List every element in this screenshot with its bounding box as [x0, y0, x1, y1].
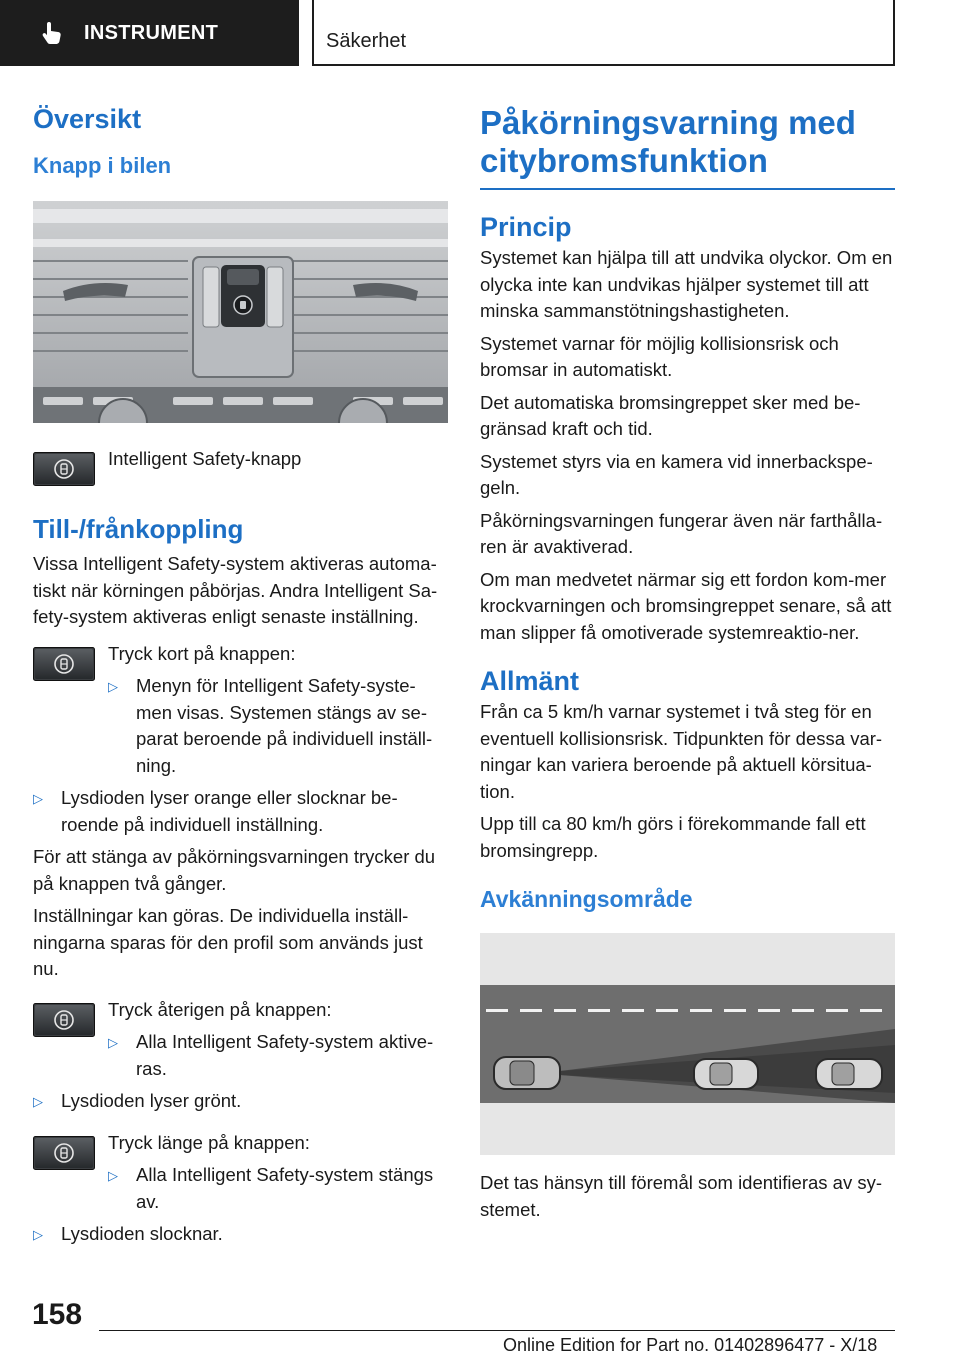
- right-column: [480, 100, 895, 1223]
- list-item: ▷ Lysdioden lyser grönt.: [33, 1088, 448, 1116]
- heading-avkanningsomrade: Avkänningsområde: [480, 886, 693, 912]
- bullet-triangle-icon: ▷: [108, 1035, 118, 1050]
- left-column: [33, 100, 448, 1249]
- step-press-again-text: Tryck återigen på knappen:: [108, 998, 332, 1020]
- paragraph: Det automatiska bromsingreppet sker med be-gränsad kraft och tid.: [480, 391, 861, 439]
- button-caption: Intelligent Safety-knapp: [108, 448, 302, 469]
- paragraph-intro: Vissa Intelligent Safety-system aktiveras automa-tiskt när körningen påbörjas. Andra Intelligent Sa-fety-system aktiveras enligt senaste inställning.: [33, 553, 438, 627]
- intelligent-safety-button-icon: [33, 452, 95, 486]
- paragraph: Om man medvetet närmar sig ett fordon kom-mer krockvarningen och bromsingreppet senare, så att man slipper få omotiverade systemreaktio-ner.: [480, 568, 892, 643]
- intelligent-safety-button-icon: [33, 1136, 95, 1170]
- page-header: [0, 0, 960, 66]
- car-dashboard-photo: [33, 201, 448, 423]
- bullet-triangle-icon: ▷: [33, 1094, 43, 1109]
- paragraph: Systemet styrs via en kamera vid innerbackspe-geln.: [480, 450, 873, 498]
- intelligent-safety-button-icon: [33, 647, 95, 681]
- step-press-short-text: Tryck kort på knappen:: [108, 642, 296, 664]
- heading-princip: Princip: [480, 212, 572, 242]
- heading-pakorningsvarning: Påkörningsvarning med citybromsfunktion: [480, 104, 856, 179]
- footer-edition: Online Edition for Part no. 01402896477 - X/18: [503, 1335, 878, 1355]
- button-caption-row: [33, 448, 448, 486]
- paragraph-settings: Inställningar kan göras. De individuella inställ-ningarna sparas för den profil som används just nu.: [33, 905, 423, 979]
- heading-till-frankoppling: Till-/frånkoppling: [33, 514, 244, 544]
- paragraph: Systemet varnar för möjlig kollisionsrisk och bromsar in automatiskt.: [480, 332, 839, 380]
- step-press-long: [33, 1132, 448, 1216]
- bullet-triangle-icon: ▷: [108, 679, 118, 694]
- car-icon: [494, 1057, 560, 1089]
- heading-knapp-i-bilen: Knapp i bilen: [33, 153, 172, 178]
- car-icon: [694, 1059, 758, 1089]
- footer-rule: [99, 1330, 895, 1331]
- paragraph-twice: För att stänga av påkörningsvarningen trycker du på knappen två gånger.: [33, 846, 436, 894]
- list-item: ▷ Menyn för Intelligent Safety-syste-men visas. Systemen stängs av se-parat beroende på individuell inställ-ning.: [108, 673, 448, 779]
- detection-range-illustration: [480, 933, 895, 1155]
- section-header: [312, 0, 895, 66]
- bullet-triangle-icon: ▷: [108, 1168, 118, 1183]
- intelligent-safety-button-icon: [33, 1003, 95, 1037]
- section-title: Säkerhet: [326, 30, 407, 52]
- paragraph: Påkörningsvarningen fungerar även när farthålla-ren är avaktiverad.: [480, 509, 883, 557]
- chapter-tab: [0, 0, 299, 66]
- list-item: ▷ Alla Intelligent Safety-system stängs av.: [108, 1162, 448, 1215]
- paragraph: Upp till ca 80 km/h görs i förekommande fall ett bromsingrepp.: [480, 813, 866, 861]
- paragraph: Från ca 5 km/h varnar systemet i två steg för en eventuell kollisionsrisk. Tidpunkten för dessa var-ningar kan variera beroende på aktuell körsitua-tion.: [480, 701, 883, 802]
- step-press-short: [33, 643, 448, 780]
- pointing-hand-icon: [38, 19, 66, 47]
- list-item: ▷ Lysdioden lyser orange eller slocknar be-roende på individuell inställning.: [33, 785, 448, 838]
- heading-rule: [480, 188, 895, 190]
- heading-oversikt: Översikt: [33, 104, 142, 134]
- car-icon: [816, 1059, 882, 1089]
- page-number: 158: [32, 1298, 83, 1331]
- list-item: ▷ Lysdioden slocknar.: [33, 1221, 448, 1249]
- chapter-tab-label: INSTRUMENT: [84, 21, 219, 44]
- bullet-triangle-icon: ▷: [33, 1227, 43, 1242]
- step-press-again: [33, 999, 448, 1083]
- step-press-long-text: Tryck länge på knappen:: [108, 1131, 310, 1153]
- bullet-triangle-icon: ▷: [33, 791, 43, 806]
- list-item: ▷ Alla Intelligent Safety-system aktive-ras.: [108, 1029, 448, 1082]
- paragraph-caption: Det tas hänsyn till föremål som identifieras av sy-stemet.: [480, 1172, 883, 1220]
- heading-allmant: Allmänt: [480, 666, 580, 696]
- paragraph: Systemet kan hjälpa till att undvika olyckor. Om en olycka inte kan undvikas hjälper systemet till att minska sammanstötningshastigheten.: [480, 247, 893, 321]
